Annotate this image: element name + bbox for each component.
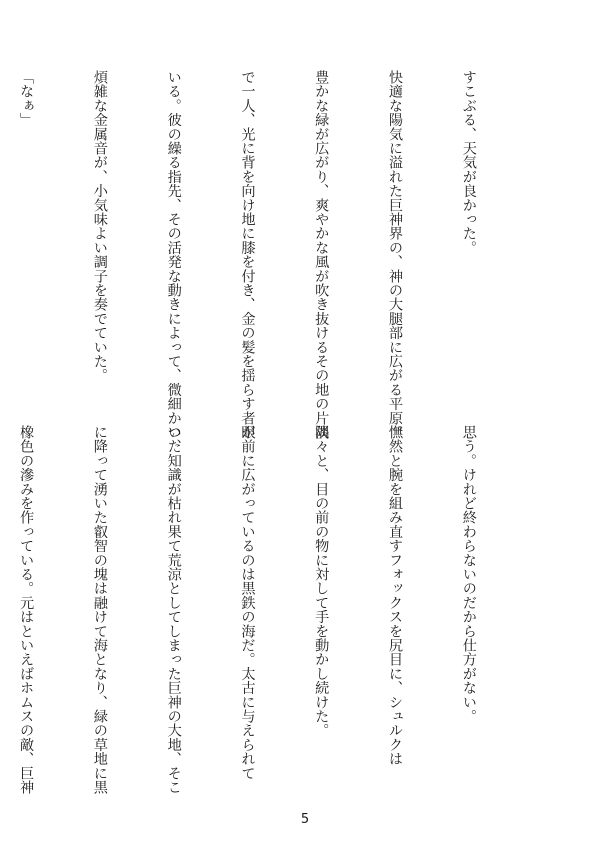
text-line: 橡色の滲みを作っている。元はといえばホムスの敵、巨神 xyxy=(18,425,35,795)
text-line: 快適な陽気に溢れた巨神界の、神の大腿部に広がる平原。 xyxy=(387,70,404,440)
text-line: で一人、光に背を向け地に膝を付き、金の髪を揺らす者が xyxy=(239,70,256,440)
text-line: 煩雑な金属音が、小気味よい調子を奏でていた。 xyxy=(91,70,108,383)
text-line: に降って湧いた叡智の塊は融けて海となり、緑の草地に黒 xyxy=(91,425,108,795)
text-line: 思う。けれど終わらないのだから仕方がない。 xyxy=(460,425,477,724)
lower-text-block xyxy=(0,425,530,795)
text-line: 豊かな緑が広がり、爽やかな風が吹き抜けるその地の片隅 xyxy=(313,70,330,440)
page-number: 5 xyxy=(300,812,310,827)
text-line: いた知識が枯れ果て荒涼としてしまった巨神の大地、そこ xyxy=(165,425,182,795)
text-line: 「なぁ」 xyxy=(18,70,35,127)
text-line: 憮然と腕を組み直すフォックスを尻目に、シュルクは xyxy=(387,425,404,766)
text-line: すこぶる、天気が良かった。 xyxy=(460,70,477,255)
upper-text-block xyxy=(0,70,530,454)
text-line: 眼前に広がっているのは黒鉄の海だ。太古に与えられて xyxy=(239,425,256,780)
text-line: いる。彼の繰る指先、その活発な動きによって、微細かつ、 xyxy=(165,70,182,454)
text-line: 淡々と、目の前の物に対して手を動かし続けた。 xyxy=(313,425,330,738)
